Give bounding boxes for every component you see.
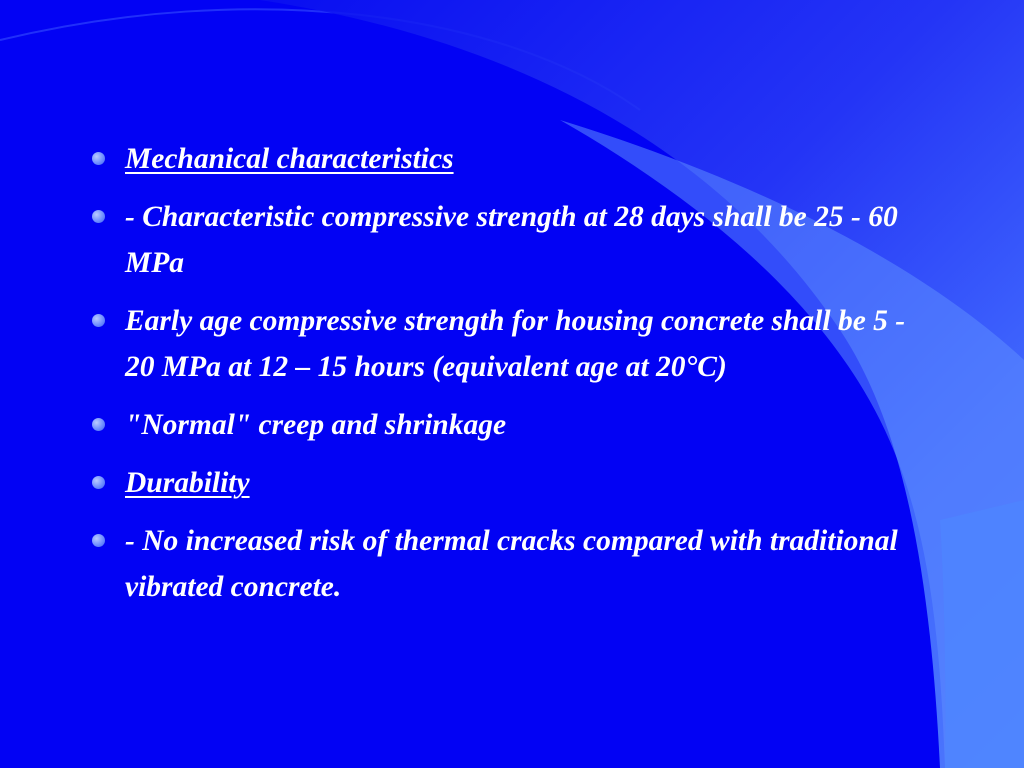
bullet-text: Mechanical characteristics bbox=[125, 143, 454, 175]
bullet-text: - Characteristic compressive strength at 28 days shall be 25 - 60 MPa bbox=[125, 201, 898, 279]
bullet-text: Durability bbox=[125, 467, 250, 499]
bullet-creep-shrinkage bbox=[90, 402, 930, 448]
bullet-early-age-strength bbox=[90, 298, 930, 390]
bullet-thermal-cracks bbox=[90, 518, 930, 610]
bullet-text: - No increased risk of thermal cracks compared with traditional vibrated concrete. bbox=[125, 525, 898, 603]
bullet-text: Early age compressive strength for housing concrete shall be 5 - 20 MPa at 12 – 15 hours (equivalent age at 20°C) bbox=[125, 305, 906, 383]
bullet-dot-icon bbox=[92, 476, 105, 489]
bullet-compressive-strength bbox=[90, 194, 930, 286]
bullet-dot-icon bbox=[92, 534, 105, 547]
bullet-dot-icon bbox=[92, 210, 105, 223]
bullet-durability bbox=[90, 460, 930, 506]
bullet-list bbox=[90, 136, 930, 622]
bullet-text: "Normal" creep and shrinkage bbox=[125, 409, 507, 441]
bullet-dot-icon bbox=[92, 418, 105, 431]
bullet-mechanical-characteristics bbox=[90, 136, 930, 182]
bullet-dot-icon bbox=[92, 314, 105, 327]
bullet-dot-icon bbox=[92, 152, 105, 165]
